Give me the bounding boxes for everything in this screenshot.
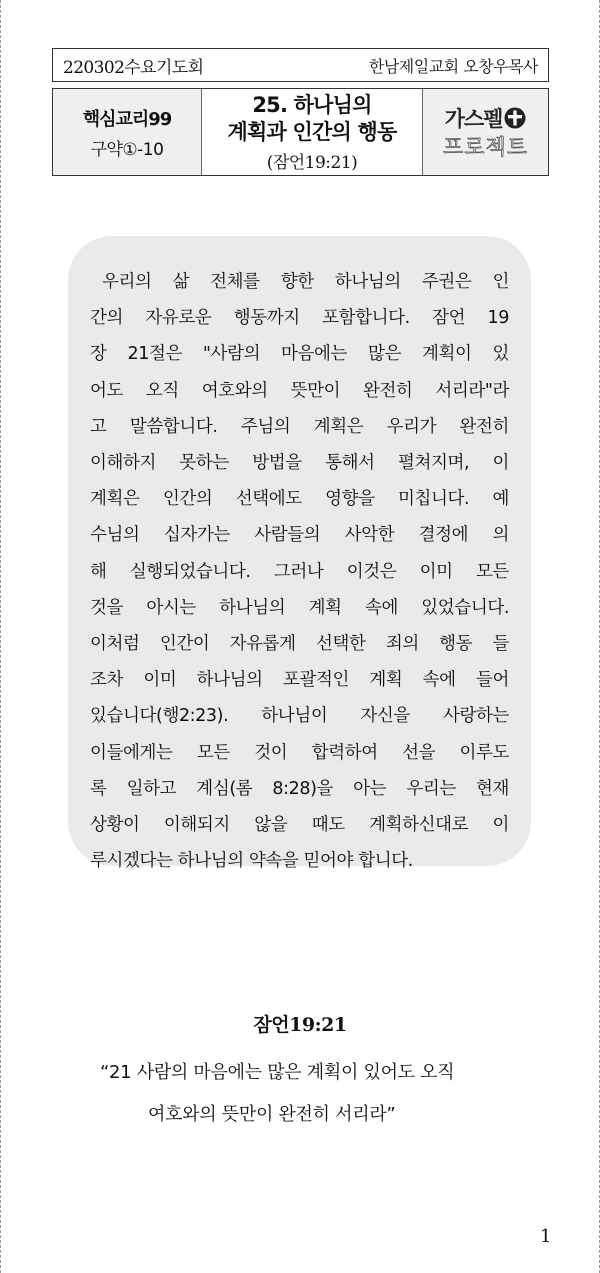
- body-line: 이처럼 인간이 자유롭게 선택한 죄의 행동 들: [90, 634, 509, 655]
- title-cell: [202, 89, 422, 175]
- body-line: 것을 아시는 하나님의 계획 속에 있었습니다.: [90, 597, 509, 618]
- series-name: 핵심교리99: [82, 108, 172, 130]
- header: [52, 48, 549, 176]
- church-pastor: 한남제일교회 오창우목사: [368, 56, 538, 76]
- body-line: 이들에게는 모든 것이 합력하여 선을 이루도: [90, 742, 509, 763]
- body-line: 장 21절은 "사람의 마음에는 많은 계획이 있: [90, 344, 509, 365]
- lesson-title-line1: 25. 하나님의: [252, 92, 372, 117]
- body-line: 간의 자유로운 행동까지 포함합니다. 잠언 19: [90, 308, 509, 329]
- body-line: 계획은 인간의 선택에도 영향을 미칩니다. 예: [90, 489, 509, 510]
- body-line: 수님의 십자가는 사람들의 사악한 결정에 의: [90, 525, 509, 546]
- header-bottom-row: [52, 88, 549, 176]
- body-line: 해 실행되었습니다. 그러나 이것은 이미 모든: [90, 561, 509, 582]
- body-line: 어도 오직 여호와의 뜻만이 완전히 서리라"라: [90, 380, 509, 401]
- page-number: 1: [540, 1226, 552, 1247]
- verse-quote-line2: 여호와의 뜻만이 완전히 서리라”: [148, 1104, 396, 1125]
- body-line: 이해하지 못하는 방법을 통해서 펼쳐지며, 이: [90, 453, 509, 474]
- verse-title: 잠언19:21: [253, 1014, 347, 1036]
- logo-cell: [422, 89, 548, 175]
- header-top-row: [52, 48, 549, 82]
- series-reference: 구약①-10: [90, 139, 164, 160]
- cross-circle-icon: [504, 107, 526, 129]
- series-cell: [53, 89, 202, 175]
- body-line: 상황이 이해되지 않을 때도 계획하신대로 이: [90, 815, 509, 836]
- lesson-title-line2: 계획과 인간의 행동: [227, 119, 397, 144]
- lesson-verse-ref: (잠언19:21): [266, 152, 358, 173]
- content-box: [68, 236, 531, 872]
- body-line: 고 말씀합니다. 주님의 계획은 우리가 완전히: [90, 416, 509, 437]
- body-line: 록 일하고 계심(롬 8:28)을 아는 우리는 현재: [90, 778, 509, 799]
- body-line: 루시겠다는 하나님의 약속을 믿어야 합니다.: [90, 851, 413, 872]
- body-line: 우리의 삶 전체를 향한 하나님의 주권은 인: [102, 272, 509, 292]
- body-line: 있습니다(행2:23). 하나님이 자신을 사랑하는: [90, 706, 509, 727]
- logo-text-line2: 프로젝트: [442, 135, 529, 159]
- verse-quote-line1: “21 사람의 마음에는 많은 계획이 있어도 오직: [100, 1062, 455, 1083]
- body-line: 조차 이미 하나님의 포괄적인 계획 속에 들어: [90, 670, 509, 691]
- gospel-logo: [445, 103, 527, 133]
- logo-text-line1: 가스펠: [444, 107, 503, 131]
- verse-section: [0, 1010, 600, 1125]
- service-date: 220302수요기도회: [63, 57, 204, 78]
